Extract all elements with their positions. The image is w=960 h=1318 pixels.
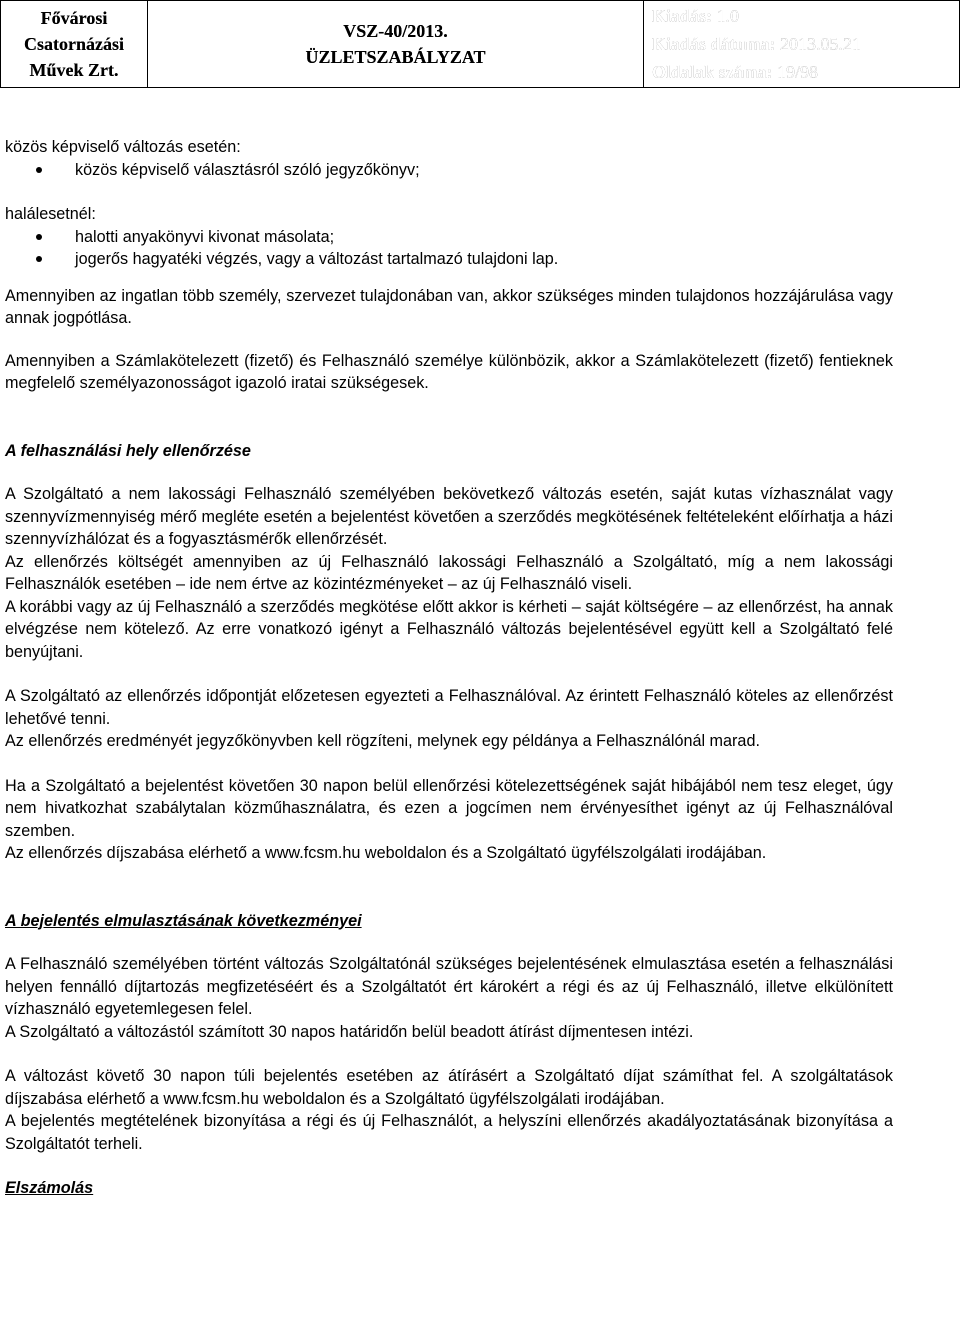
check-paragraph-3: A korábbi vagy az új Felhasználó a szerződés megkötése előtt akkor is kérheti – saját költségére – az ellenőrzést, ha annak elvégzése nem kötelező. Az erre vonatkozó igényt a Felhasználó változás bejelentésével együtt kell a Szolgáltató felé benyújtani. xyxy=(5,597,893,661)
list-item xyxy=(5,226,893,249)
death-list xyxy=(5,226,893,271)
section-heading-failure: A bejelentés elmulasztásának következményei xyxy=(5,911,362,930)
rep-change-list xyxy=(5,159,893,182)
bullet-icon xyxy=(36,167,42,173)
list-item-text: közös képviselő választásról szóló jegyzőkönyv; xyxy=(75,160,420,179)
company-name-line3: Művek Zrt. xyxy=(29,60,119,80)
document-title: ÜZLETSZABÁLYZAT xyxy=(305,47,486,67)
check-paragraph-6: Ha a Szolgáltató a bejelentést követően 30 napon belül ellenőrzési kötelezettségének saját hibájából nem tesz eleget, úgy nem hivatkozhat szabálytalan közműhasználatra, és ezen a jogcímen nem érvényesíthet igényt az új Felhasználóval szemben. xyxy=(5,776,893,840)
check-paragraph-7: Az ellenőrzés díjszabása elérhető a www.fcsm.hu weboldalon és a Szolgáltató ügyfélszolgálati irodájában. xyxy=(5,844,767,862)
list-item-text: halotti anyakönyvi kivonat másolata; xyxy=(75,227,335,246)
failure-paragraph-3: A változást követő 30 napon túli bejelentés esetében az átírásért a Szolgáltató díjat számíthat fel. A szolgáltatások díjszabása elérhető a www.fcsm.hu weboldalon és a Szolgáltató ügyfélszolgálati irodájában. xyxy=(5,1067,893,1108)
section-heading-billing: Elszámolás xyxy=(5,1179,94,1197)
bullet-icon xyxy=(36,256,42,262)
failure-paragraph-1: A Felhasználó személyében történt változás Szolgáltatónál szükséges bejelentésének elmulasztása esetén a felhasználási helyen fennálló díjtartozás megfizetéséért és a Szolgáltatót ért károkért a régi és az új Felhasználó, illetve elkülönített vízhasználó egyetemlegesen felel. xyxy=(5,955,893,1018)
owners-paragraph: Amennyiben az ingatlan több személy, szervezet tulajdonában van, akkor szükséges minden tulajdonos hozzájárulása vagy annak jogpótlása. xyxy=(5,286,893,327)
document-header xyxy=(0,0,960,88)
issue-date-row xyxy=(652,30,959,58)
check-paragraph-4: A Szolgáltató az ellenőrzés időpontját előzetesen egyezteti a Felhasználóval. Az érintett Felhasználó köteles az ellenőrzést lehetővé tenni. xyxy=(5,687,893,728)
list-item-text: jogerős hagyatéki végzés, vagy a változást tartalmazó tulajdoni lap. xyxy=(75,250,559,268)
check-paragraph-1: A Szolgáltató a nem lakossági Felhasználó személyében bekövetkező változás esetén, saját kutas vízhasználat vagy szennyvízmennyiség mérő megléte esetén a bejelentést követően a szerződés megkötésének feltételeként előírhatja a házi szennyvízhálózat és a fogyasztásmérők ellenőrzését. xyxy=(5,485,893,548)
company-name-cell xyxy=(1,1,148,87)
list-item xyxy=(5,159,893,182)
failure-paragraph-2: A Szolgáltató a változástól számított 30 napos határidőn belül beadott átírást díjmentesen intézi. xyxy=(5,1022,694,1041)
rep-change-intro: közös képviselő változás esetén: xyxy=(5,138,241,156)
page-count-value: 19/98 xyxy=(777,62,819,82)
company-name-line2: Csatornázási xyxy=(24,34,124,54)
bullet-icon xyxy=(36,234,42,240)
issue-date-value: 2013.05.21 xyxy=(780,34,862,54)
company-name-line1: Fővárosi xyxy=(40,8,108,28)
payer-paragraph: Amennyiben a Számlakötelezett (fizető) és Felhasználó személye különbözik, akkor a Számlakötelezett (fizető) fentieknek megfelelő személyazonosságot igazoló iratai szükségesek. xyxy=(5,351,893,392)
check-paragraph-5: Az ellenőrzés eredményét jegyzőkönyvben kell rögzíteni, melynek egy példánya a Felhasználónál marad. xyxy=(5,732,760,750)
page-count-row xyxy=(652,58,959,86)
document-meta-cell xyxy=(644,1,959,87)
document-code: VSZ-40/2013. xyxy=(343,21,448,41)
list-item xyxy=(5,248,893,271)
issue-row xyxy=(652,2,959,30)
document-body xyxy=(5,136,893,1200)
page-count-label: Oldalak száma: xyxy=(652,62,773,82)
issue-date-label: Kiadás dátuma: xyxy=(652,34,776,54)
document-title-cell xyxy=(148,1,644,87)
issue-value: 1.0 xyxy=(716,6,740,26)
check-paragraph-2: Az ellenőrzés költségét amennyiben az új Felhasználó lakossági Felhasználó a Szolgáltató, míg a nem lakossági Felhasználók esetében – ide nem értve az közintézményeket – az új Felhasználó viseli. xyxy=(5,552,893,593)
section-heading-check: A felhasználási hely ellenőrzése xyxy=(5,441,251,460)
death-intro: halálesetnél: xyxy=(5,205,96,223)
issue-label: Kiadás: xyxy=(652,6,713,26)
failure-paragraph-4: A bejelentés megtételének bizonyítása a régi és új Felhasználót, a helyszíni ellenőrzés akadályoztatásának bizonyítása a Szolgáltatót terheli. xyxy=(5,1112,893,1153)
